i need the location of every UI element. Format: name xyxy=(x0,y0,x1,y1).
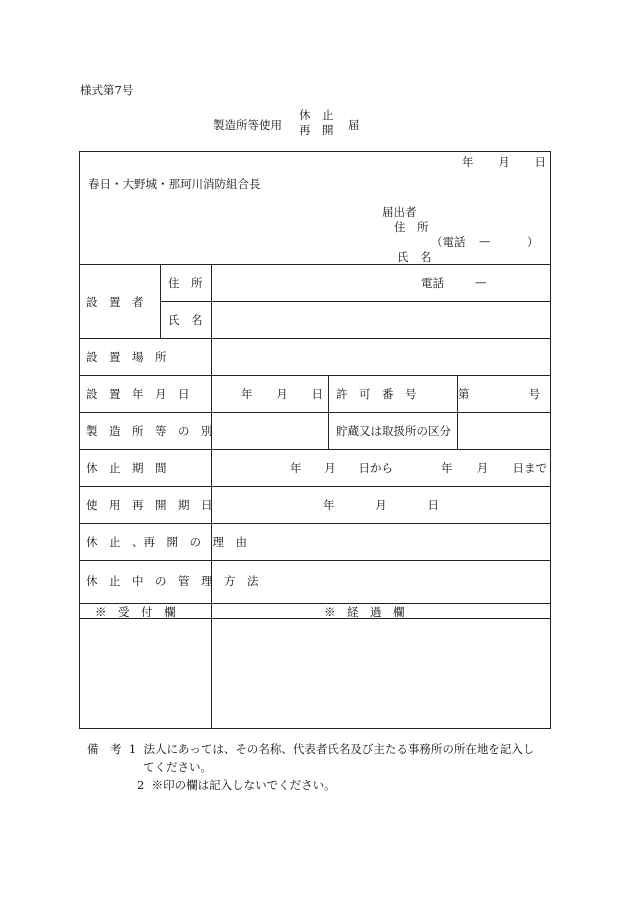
suspension-period-label: 休 止 期 間 xyxy=(86,461,167,475)
notifier-address-label: 住 所 xyxy=(394,220,429,234)
from-day: 日から xyxy=(358,461,393,475)
resume-year: 年 xyxy=(323,498,335,512)
notifier-name-label: 氏 名 xyxy=(397,250,432,264)
row-divider xyxy=(80,486,550,487)
note-item-1-continuation: てください。 xyxy=(143,760,212,774)
to-day: 日まで xyxy=(512,461,547,475)
row-divider xyxy=(80,523,550,524)
permit-prefix: 第 xyxy=(458,387,470,401)
from-month: 月 xyxy=(324,461,336,475)
storage-type-label: 貯蔵又は取扱所の区分 xyxy=(336,424,451,438)
form-table xyxy=(79,151,551,729)
date-year: 年 xyxy=(462,155,474,169)
resume-date-label: 使 用 再 開 期 日 xyxy=(86,498,213,512)
row-divider xyxy=(80,375,550,376)
install-year: 年 xyxy=(241,387,253,401)
permit-suffix: 号 xyxy=(528,387,540,401)
install-date-label: 設 置 年 月 日 xyxy=(86,387,190,401)
title-options xyxy=(299,108,334,138)
row-divider xyxy=(80,264,550,265)
col-divider xyxy=(160,264,161,338)
note-item-1 xyxy=(87,740,534,758)
installer-phone-dash: — xyxy=(475,275,487,289)
notifier-heading: 届出者 xyxy=(382,205,417,219)
addressee: 春日・大野城・那珂川消防組合長 xyxy=(88,177,261,191)
row-divider xyxy=(80,412,550,413)
title-prefix: 製造所等使用 xyxy=(213,118,282,132)
period-from xyxy=(290,460,393,476)
row-divider xyxy=(80,449,550,450)
install-day: 日 xyxy=(311,387,323,401)
location-label: 設 置 場 所 xyxy=(86,350,167,364)
notes xyxy=(87,740,534,794)
row-divider xyxy=(160,301,550,302)
resume-month: 月 xyxy=(375,498,387,512)
from-year: 年 xyxy=(290,461,302,475)
management-label: 休 止 中 の 管 理 方 法 xyxy=(86,574,259,588)
row-divider xyxy=(80,560,550,561)
col-divider xyxy=(328,375,329,449)
date-month: 月 xyxy=(498,155,510,169)
installer-address-label: 住 所 xyxy=(168,276,203,290)
notifier-phone-open: （電話 xyxy=(431,235,466,249)
notifier-phone-close: ） xyxy=(527,235,539,249)
notifier-phone-dash: — xyxy=(479,234,491,248)
title-option-suspend: 休 止 xyxy=(299,108,334,122)
date-day: 日 xyxy=(534,155,546,169)
form-number: 様式第7号 xyxy=(80,83,134,97)
title-suffix: 届 xyxy=(348,118,360,132)
resume-date-value xyxy=(323,497,439,513)
install-date-value xyxy=(241,386,323,402)
reason-label: 休 止 、再 開 の 理 由 xyxy=(86,535,247,549)
installer-name-label: 氏 名 xyxy=(168,313,203,327)
note-item-2-text: ※印の欄は記入しないでください。 xyxy=(151,778,336,792)
reception-column-label: ※ 受 付 欄 xyxy=(95,605,176,619)
permit-no-value xyxy=(458,386,540,402)
permit-no-label: 許 可 番 号 xyxy=(336,387,417,401)
to-month: 月 xyxy=(476,461,489,475)
install-month: 月 xyxy=(276,387,288,401)
note-item-2-number: 2 xyxy=(137,778,145,792)
period-to xyxy=(441,460,547,476)
row-divider xyxy=(80,338,550,339)
note-item-1-text: 法人にあっては、その名称、代表者氏名及び主たる事務所の所在地を記入し xyxy=(143,742,535,756)
facility-type-label: 製 造 所 等 の 別 xyxy=(86,424,213,438)
note-item-2 xyxy=(87,776,534,794)
notes-label: 備 考 xyxy=(87,742,122,756)
note-item-1-number: 1 xyxy=(128,742,137,756)
resume-day: 日 xyxy=(427,498,439,512)
installer-phone-label: 電話 xyxy=(421,276,444,290)
progress-column-label: ※ 経 過 欄 xyxy=(324,605,405,619)
col-divider xyxy=(211,264,212,728)
title-option-resume: 再 開 xyxy=(299,123,334,137)
installer-label: 設 置 者 xyxy=(86,295,144,309)
date-line xyxy=(462,154,546,170)
to-year: 年 xyxy=(441,461,453,475)
